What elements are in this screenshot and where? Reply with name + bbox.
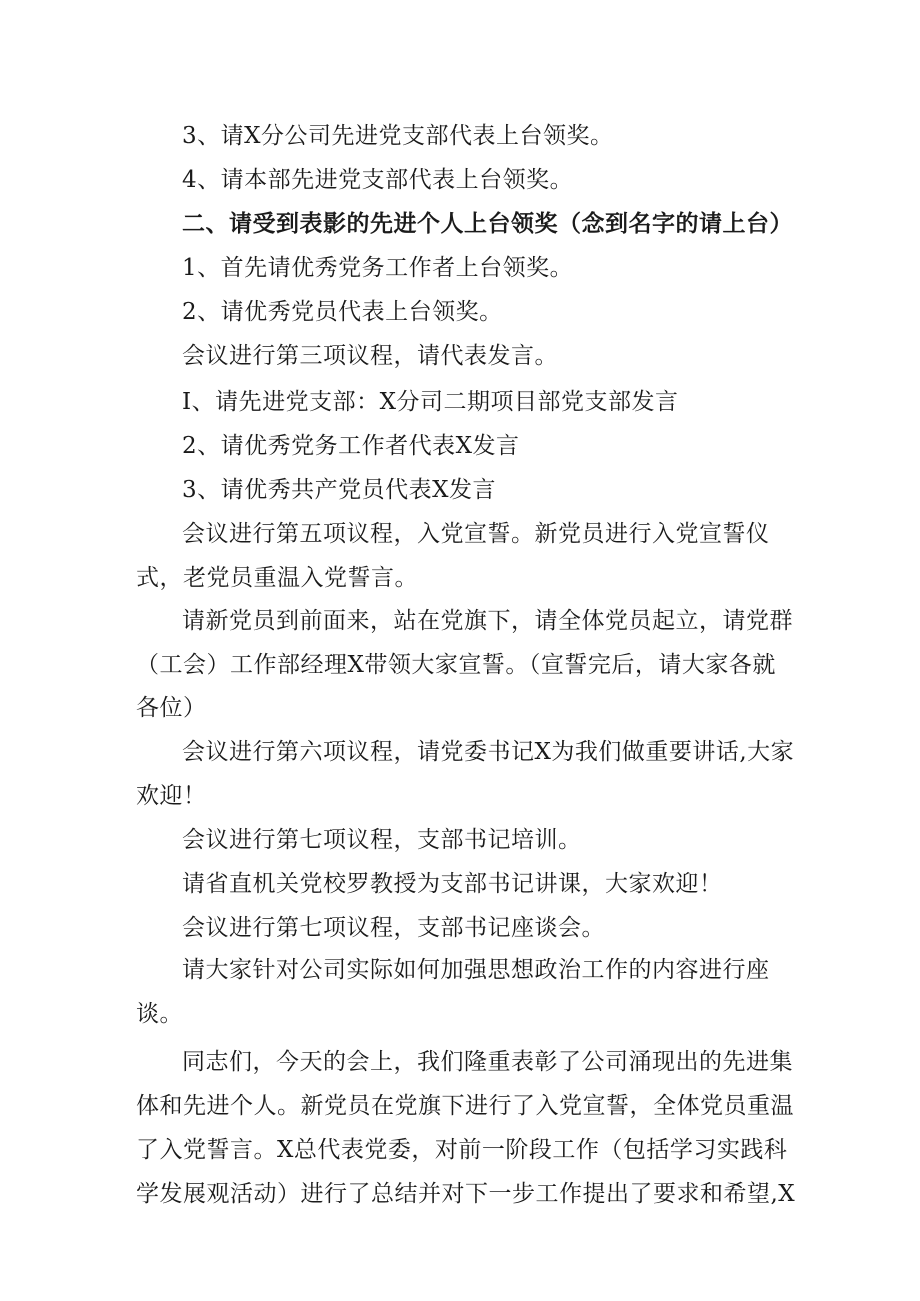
text-line: 体和先进个人。新党员在党旗下进行了入党宣誓，全体党员重温 [136,1093,794,1119]
text-line: 了入党誓言。X总代表党委，对前一阶段工作（包括学习实践科 [136,1137,788,1163]
text-line: （工会）工作部经理X带领大家宣誓。（宣誓完后，请大家各就 [136,652,776,678]
text-line: 同志们，今天的会上，我们隆重表彰了公司涌现出的先进集 [182,1049,793,1075]
text-line: 式，老党员重温入党誓言。 [136,565,418,591]
text-line: 3、请X分公司先进党支部代表上台领奖。 [182,123,614,149]
text-line: I、请先进党支部：X分司二期项目部党支部发言 [182,389,679,415]
text-line: 1、首先请优秀党务工作者上台领奖。 [182,255,574,281]
text-line: 请新党员到前面来，站在党旗下，请全体党员起立，请党群 [182,608,793,634]
text-line: 会议进行第五项议程，入党宣誓。新党员进行入党宣誓仪 [182,521,770,547]
text-line: 请大家针对公司实际如何加强思想政治工作的内容进行座 [182,957,770,983]
text-line: 会议进行第七项议程，支部书记培训。 [182,827,582,853]
text-line: 会议进行第三项议程，请代表发言。 [182,343,558,369]
text-line: 学发展观活动）进行了总结并对下一步工作提出了要求和希望,X [136,1181,796,1207]
text-line: 4、请本部先进党支部代表上台领奖。 [182,167,574,193]
text-line: 2、请优秀党员代表上台领奖。 [182,299,503,325]
text-line: 各位） [136,695,207,721]
text-line: 3、请优秀共产党员代表X发言 [182,477,497,503]
text-line: 请省直机关党校罗教授为支部书记讲课，大家欢迎！ [182,871,723,897]
section-heading: 二、请受到表影的先进个人上台领奖（念到名字的请上台） [182,210,793,237]
text-line: 会议进行第六项议程，请党委书记X为我们做重要讲话,大家 [182,739,795,765]
text-line: 欢迎！ [136,783,207,809]
text-line: 谈。 [136,1001,183,1027]
text-line: 会议进行第七项议程，支部书记座谈会。 [182,915,605,941]
text-line: 2、请优秀党务工作者代表X发言 [182,433,520,459]
